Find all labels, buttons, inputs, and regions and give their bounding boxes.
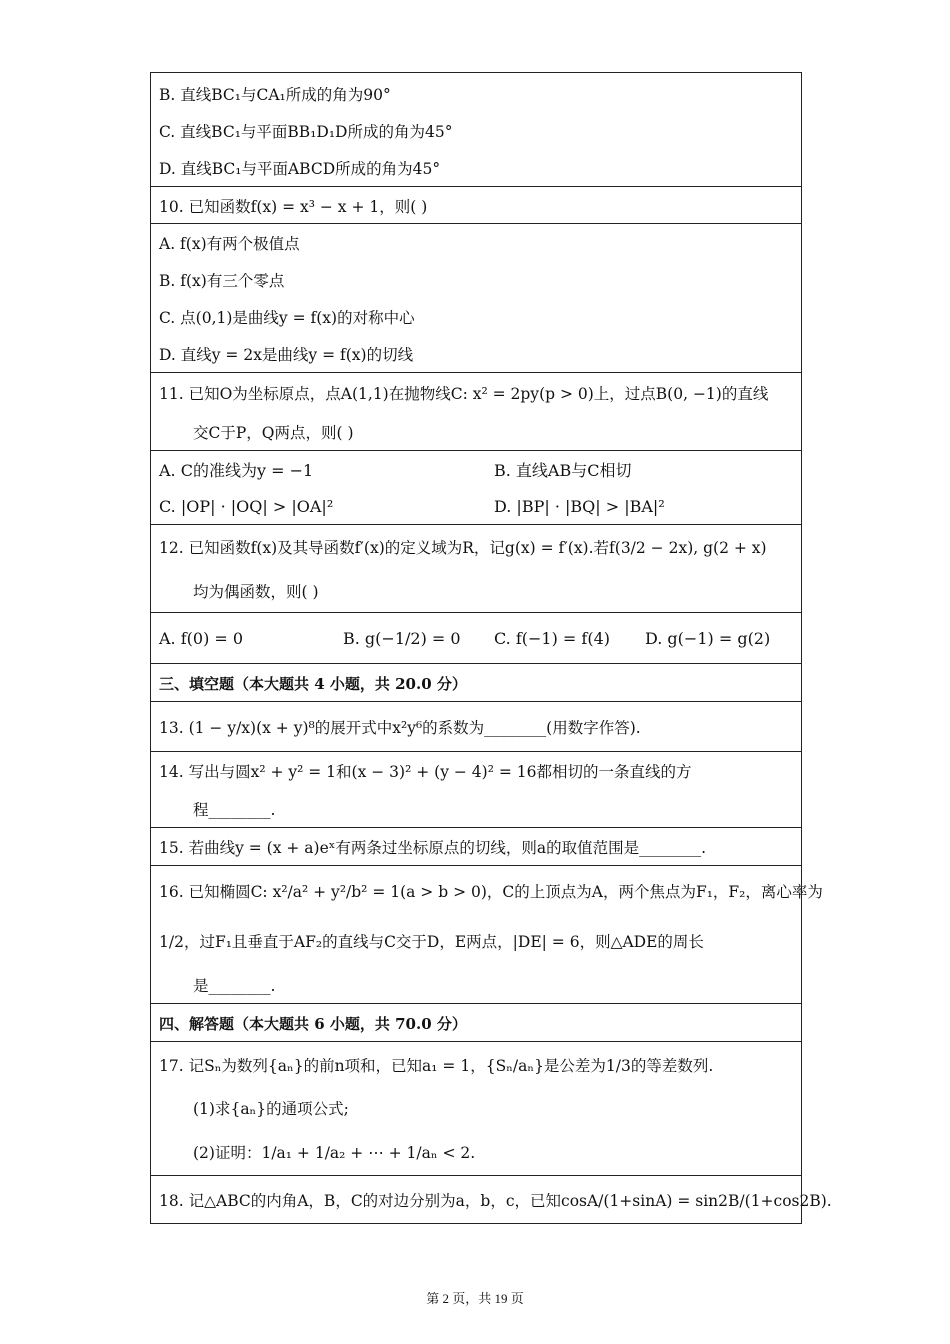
q16-stem-line2: 1/2，过F₁且垂直于AF₂的直线与C交于D，E两点，|DE| = 6，则△ADE的周长 <box>159 933 704 951</box>
q11-stem-line2: 交C于P，Q两点，则( ) <box>193 423 354 442</box>
section-4-heading: 四、解答题（本大题共 6 小题，共 70.0 分） <box>159 1014 467 1033</box>
q11-stem-row <box>151 372 801 450</box>
q12-stem-line2: 均为偶函数，则( ) <box>193 583 319 601</box>
q17-part1: (1)求{aₙ}的通项公式; <box>193 1100 349 1118</box>
q10-option-b: B. f(x)有三个零点 <box>159 271 285 290</box>
q10-option-c: C. 点(0,1)是曲线y = f(x)的对称中心 <box>159 308 415 327</box>
page-footer: 第 2 页，共 19 页 <box>426 1291 524 1306</box>
q11-option-c: C. |OP| · |OQ| > |OA|² <box>159 497 334 516</box>
q14-stem-line1: 14. 写出与圆x² + y² = 1和(x − 3)² + (y − 4)² = 16都相切的一条直线的方 <box>159 763 692 781</box>
q10-stem: 10. 已知函数f(x) = x³ − x + 1，则( ) <box>159 197 428 216</box>
section-3-heading: 三、填空题（本大题共 4 小题，共 20.0 分） <box>159 674 467 693</box>
q9-option-c: C. 直线BC₁与平面BB₁D₁D所成的角为45° <box>159 122 453 141</box>
q12-option-a: A. f(0) = 0 <box>159 628 244 648</box>
q15-stem: 15. 若曲线y = (x + a)eˣ有两条过坐标原点的切线，则a的取值范围是________. <box>159 839 707 857</box>
q18-stem: 18. 记△ABC的内角A，B，C的对边分别为a，b，c，已知cosA/(1+sinA) = sin2B/(1+cos2B). <box>159 1192 832 1210</box>
q16-row <box>151 865 823 1003</box>
q14-stem-line2: 程________. <box>193 801 276 819</box>
q11-stem-line1: 11. 已知O为坐标原点，点A(1,1)在抛物线C: x² = 2py(p > 0)上，过点B(0, −1)的直线 <box>159 384 769 403</box>
q16-stem-line3: 是________. <box>193 977 276 995</box>
q12-stem-line1: 12. 已知函数f(x)及其导函数f′(x)的定义域为R，记g(x) = f′(x).若f(3/2 − 2x), g(2 + x) <box>159 539 767 557</box>
q13-stem: 13. (1 − y/x)(x + y)⁸的展开式中x²y⁶的系数为________(用数字作答). <box>159 719 641 737</box>
q15-row <box>151 827 801 865</box>
q17-row <box>151 1041 801 1175</box>
q10-option-d: D. 直线y = 2x是曲线y = f(x)的切线 <box>159 345 414 364</box>
section-4-heading-row <box>151 1003 801 1041</box>
q10-options <box>151 223 801 372</box>
exam-table <box>150 72 832 1224</box>
q12-option-b: B. g(−1/2) = 0 <box>343 628 461 648</box>
q10-option-a: A. f(x)有两个极值点 <box>159 234 300 253</box>
section-3-heading-row <box>151 663 801 701</box>
q12-option-c: C. f(−1) = f(4) <box>494 628 610 648</box>
q16-stem-line1: 16. 已知椭圆C: x²/a² + y²/b² = 1(a > b > 0)，C的上顶点为A，两个焦点为F₁，F₂，离心率为 <box>159 883 823 901</box>
q14-row <box>151 751 801 827</box>
q10-stem-row <box>151 186 801 223</box>
q17-part2: (2)证明：1/a₁ + 1/a₂ + ⋯ + 1/aₙ < 2. <box>193 1144 476 1162</box>
q11-option-b: B. 直线AB与C相切 <box>494 461 632 480</box>
q11-options <box>151 450 801 524</box>
q9-option-b: B. 直线BC₁与CA₁所成的角为90° <box>159 85 391 104</box>
q9-option-d: D. 直线BC₁与平面ABCD所成的角为45° <box>159 159 441 178</box>
q17-stem: 17. 记Sₙ为数列{aₙ}的前n项和，已知a₁ = 1，{Sₙ/aₙ}是公差为1/3的等差数列. <box>159 1057 714 1075</box>
q18-row <box>151 1175 832 1223</box>
q13-row <box>151 701 801 751</box>
q11-option-d: D. |BP| · |BQ| > |BA|² <box>494 497 665 516</box>
q12-stem-row <box>151 524 801 612</box>
q9-options <box>151 73 801 186</box>
q12-option-d: D. g(−1) = g(2) <box>645 628 771 648</box>
q11-option-a: A. C的准线为y = −1 <box>159 461 314 480</box>
q12-options <box>151 612 801 663</box>
